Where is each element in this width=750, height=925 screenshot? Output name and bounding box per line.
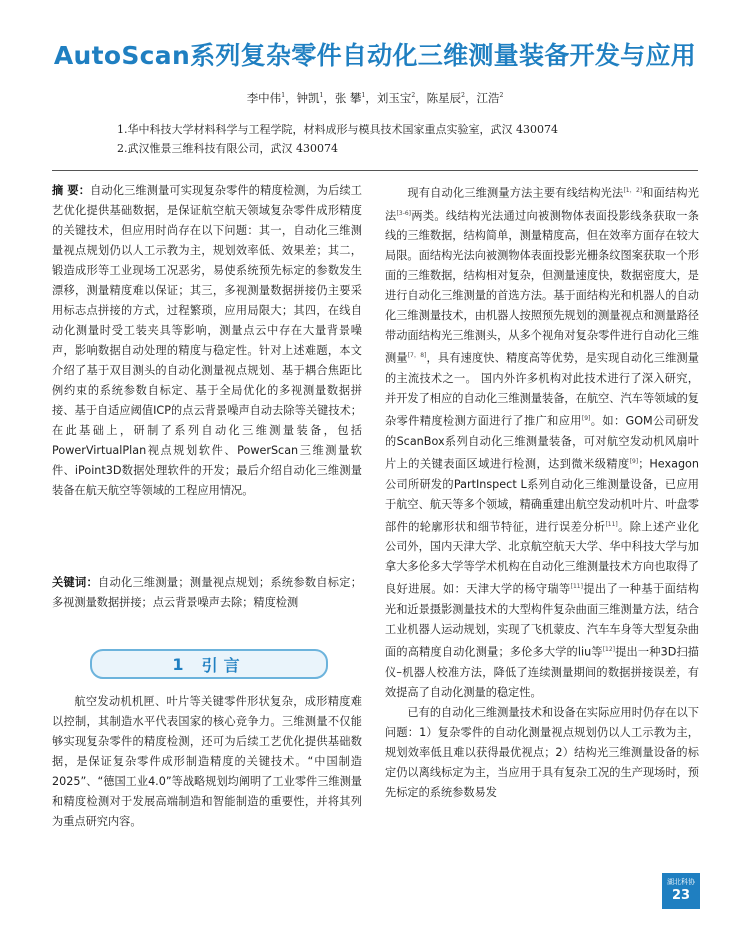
author-name: 刘玉宝 xyxy=(376,91,412,105)
author-affiliation-marker: 2 xyxy=(461,92,465,100)
citation-marker: [12] xyxy=(602,646,616,654)
citation-marker: [7，8] xyxy=(407,352,427,360)
keywords-block xyxy=(52,573,362,613)
author-list xyxy=(0,90,750,106)
section-heading xyxy=(90,649,328,679)
author-name: 钟凯 xyxy=(296,91,320,105)
abstract-label: 摘 要： xyxy=(52,184,91,197)
section-title: 引言 xyxy=(201,655,246,675)
citation-marker: [3-6] xyxy=(396,209,412,217)
intro-paragraph: 航空发动机机匣、叶片等关键零件形状复杂，成形精度难以控制，其制造水平代表国家的核心竞争力。三维测量不仅能够实现复杂零件的精度检测，还可为后续工艺优化提供基础数据，是保证复杂零件成形制造精度的关键技术。“中国制造2025”、“德国工业4.0”等战略规划均阐明了工业零件三维测量和精度检测对于发展高端制造和智能制造的重要性，并将其列为重点研究内容。 xyxy=(52,695,362,828)
body-text: 提出了一种基于面结构光和近景摄影测量技术的大型构件复杂曲面三维测量方法，结合工业机器人运动规划，实现了飞机蒙皮、汽车车身等大型复杂曲面的高精度自动化测量；多伦多大学的liu等 xyxy=(385,583,699,659)
abstract-text: 自动化三维测量可实现复杂零件的精度检测，为后续工艺优化提供基础数据，是保证航空航天领域复杂零件成形精度的关键技术，但应用时尚存在以下问题：其一，自动化三维测量视点规划仍以人工示教为主，规划效率低、效果差；其二，锻造成形等工业现场工况恶劣，易使系统预先标定的参数发生漂移，测量精度难以保证；其三，多视测量数据拼接仍主要采用标志点拼接的方式，过程繁琐，应用局限大；其四，在线自动化测量时受工装夹具等影响，测量点云中存在大量背景噪声，影响数据自动处理的精度与稳定性。针对上述难题，本文介绍了基于双目测头的自动化测量视点规划、基于耦合焦距比例约束的系统参数自标定、基于全局优化的多视测量数据拼接、基于自适应阈值ICP的点云背景噪声自动去除等关键技术；在此基础上，研制了系列自动化三维测量装备，包括PowerVirtualPlan视点规划软件、PowerScan三维测量软件、iPoint3D数据处理软件的开发；最后介绍自动化三维测量装备在航天航空等领域的工程应用情况。 xyxy=(52,184,362,497)
author-name: 李中伟 xyxy=(246,91,282,105)
body-text: ，具有速度快、精度高等优势，是实现自动化三维测量的主流技术之一。 国内外许多机构对此技术进行了深入研究，并开发了相应的自动化三维测量装备，在航空、汽车等领域的复杂零件精度检测方面进行了推广和应用 xyxy=(385,352,699,428)
affiliation-1: 1.华中科技大学材料科学与工程学院，材料成形与模具技术国家重点实验室，武汉 430074 xyxy=(117,123,558,136)
keywords-text: 自动化三维测量；测量视点规划；系统参数自标定；多视测量数据拼接；点云背景噪声去除；精度检测 xyxy=(52,576,362,609)
intro-left-block xyxy=(52,692,362,832)
citation-marker: [1，2] xyxy=(623,187,643,194)
citation-marker: [9] xyxy=(581,415,591,423)
page-number: 23 xyxy=(671,888,691,903)
body-text: 已有的自动化三维测量技术和设备在实际应用时仍存在以下问题：1）复杂零件的自动化测量视点规划仍以人工示教为主，规划效率低且难以获得最优视点；2）结构光三维测量设备的标定仍以离线标定为主，当应用于具有复杂工况的生产现场时，预先标定的系统参数易发 xyxy=(385,705,699,799)
paper-title: AutoScan系列复杂零件自动化三维测量装备开发与应用 xyxy=(53,41,697,70)
body-paragraph-2 xyxy=(385,703,699,803)
author-name: 张 攀 xyxy=(334,91,362,105)
author-affiliation-marker: 2 xyxy=(411,92,416,100)
author-separator: ， xyxy=(323,91,335,105)
section-number: 1 xyxy=(172,654,184,674)
citation-marker: [11] xyxy=(570,583,583,591)
body-text: ；Hexagon公司所研发的PartInspect L系列自动化三维测量设备，已应用于航空、航天等多个领域，精确重建出航空发动机叶片、叶盘零部件的轮廓形状和细节特征，进行误差分析 xyxy=(385,457,699,534)
author-name: 江浩 xyxy=(476,91,500,105)
affiliation-list xyxy=(117,120,677,158)
author-affiliation-marker: 1 xyxy=(319,92,324,100)
abstract-block xyxy=(52,181,362,501)
body-text: 提出一种3D扫描仪–机器人校准方法，降低了连续测量期间的数据拼接误差，有效提高了自动化测量的稳定性。 xyxy=(385,645,699,699)
page-badge xyxy=(662,873,700,909)
author-name: 陈星辰 xyxy=(426,91,462,105)
body-paragraph-1 xyxy=(385,181,699,703)
body-text: 。除上述产业化公司外，国内天津大学、北京航空航天大学、华中科技大学与加拿大多伦多大学等学术机构在自动化三维测量技术方向也取得了良好进展。如：天津大学的杨守瑞等 xyxy=(385,520,699,597)
citation-marker: [11] xyxy=(605,520,618,528)
author-affiliation-marker: 1 xyxy=(281,92,286,100)
author-affiliation-marker: 2 xyxy=(499,92,504,100)
body-text: 。如：GOM公司研发的ScanBox系列自动化三维测量装备，可对航空发动机风扇叶片上的关键表面区域进行检测，达到微米级精度 xyxy=(385,414,699,471)
body-text: 现有自动化三维测量方法主要有线结构光法 xyxy=(407,186,624,200)
keywords-label: 关键词： xyxy=(52,576,98,589)
author-separator: ， xyxy=(365,91,377,105)
body-text: 两类。线结构光法通过向被测物体表面投影线条获取一条线的三维数据，结构简单，测量精度高，但在效率方面存在较大局限。面结构光法向被测物体表面投影光栅条纹图案获取一个形面的三维数据，结构相对复杂，但测量速度快，数据密度大，是进行自动化三维测量的首选方法。基于面结构光和机器人的自动化三维测量技术，由机器人按照预先规划的测量视点和测量路径带动面结构光三维测头，从多个视角对复杂零件进行自动化三维测量 xyxy=(385,209,699,366)
citation-marker: [9] xyxy=(629,457,639,465)
author-separator: ， xyxy=(464,91,477,105)
body-text: 和面结构光法 xyxy=(385,186,699,223)
affiliation-2: 2.武汉惟景三维科技有限公司，武汉 430074 xyxy=(117,142,338,155)
author-affiliation-marker: 1 xyxy=(361,92,366,100)
author-separator: ， xyxy=(415,91,427,105)
journal-name: 湖北科协 xyxy=(667,878,695,886)
author-separator: ， xyxy=(285,91,297,105)
right-column xyxy=(385,181,699,803)
header-divider xyxy=(52,170,698,171)
